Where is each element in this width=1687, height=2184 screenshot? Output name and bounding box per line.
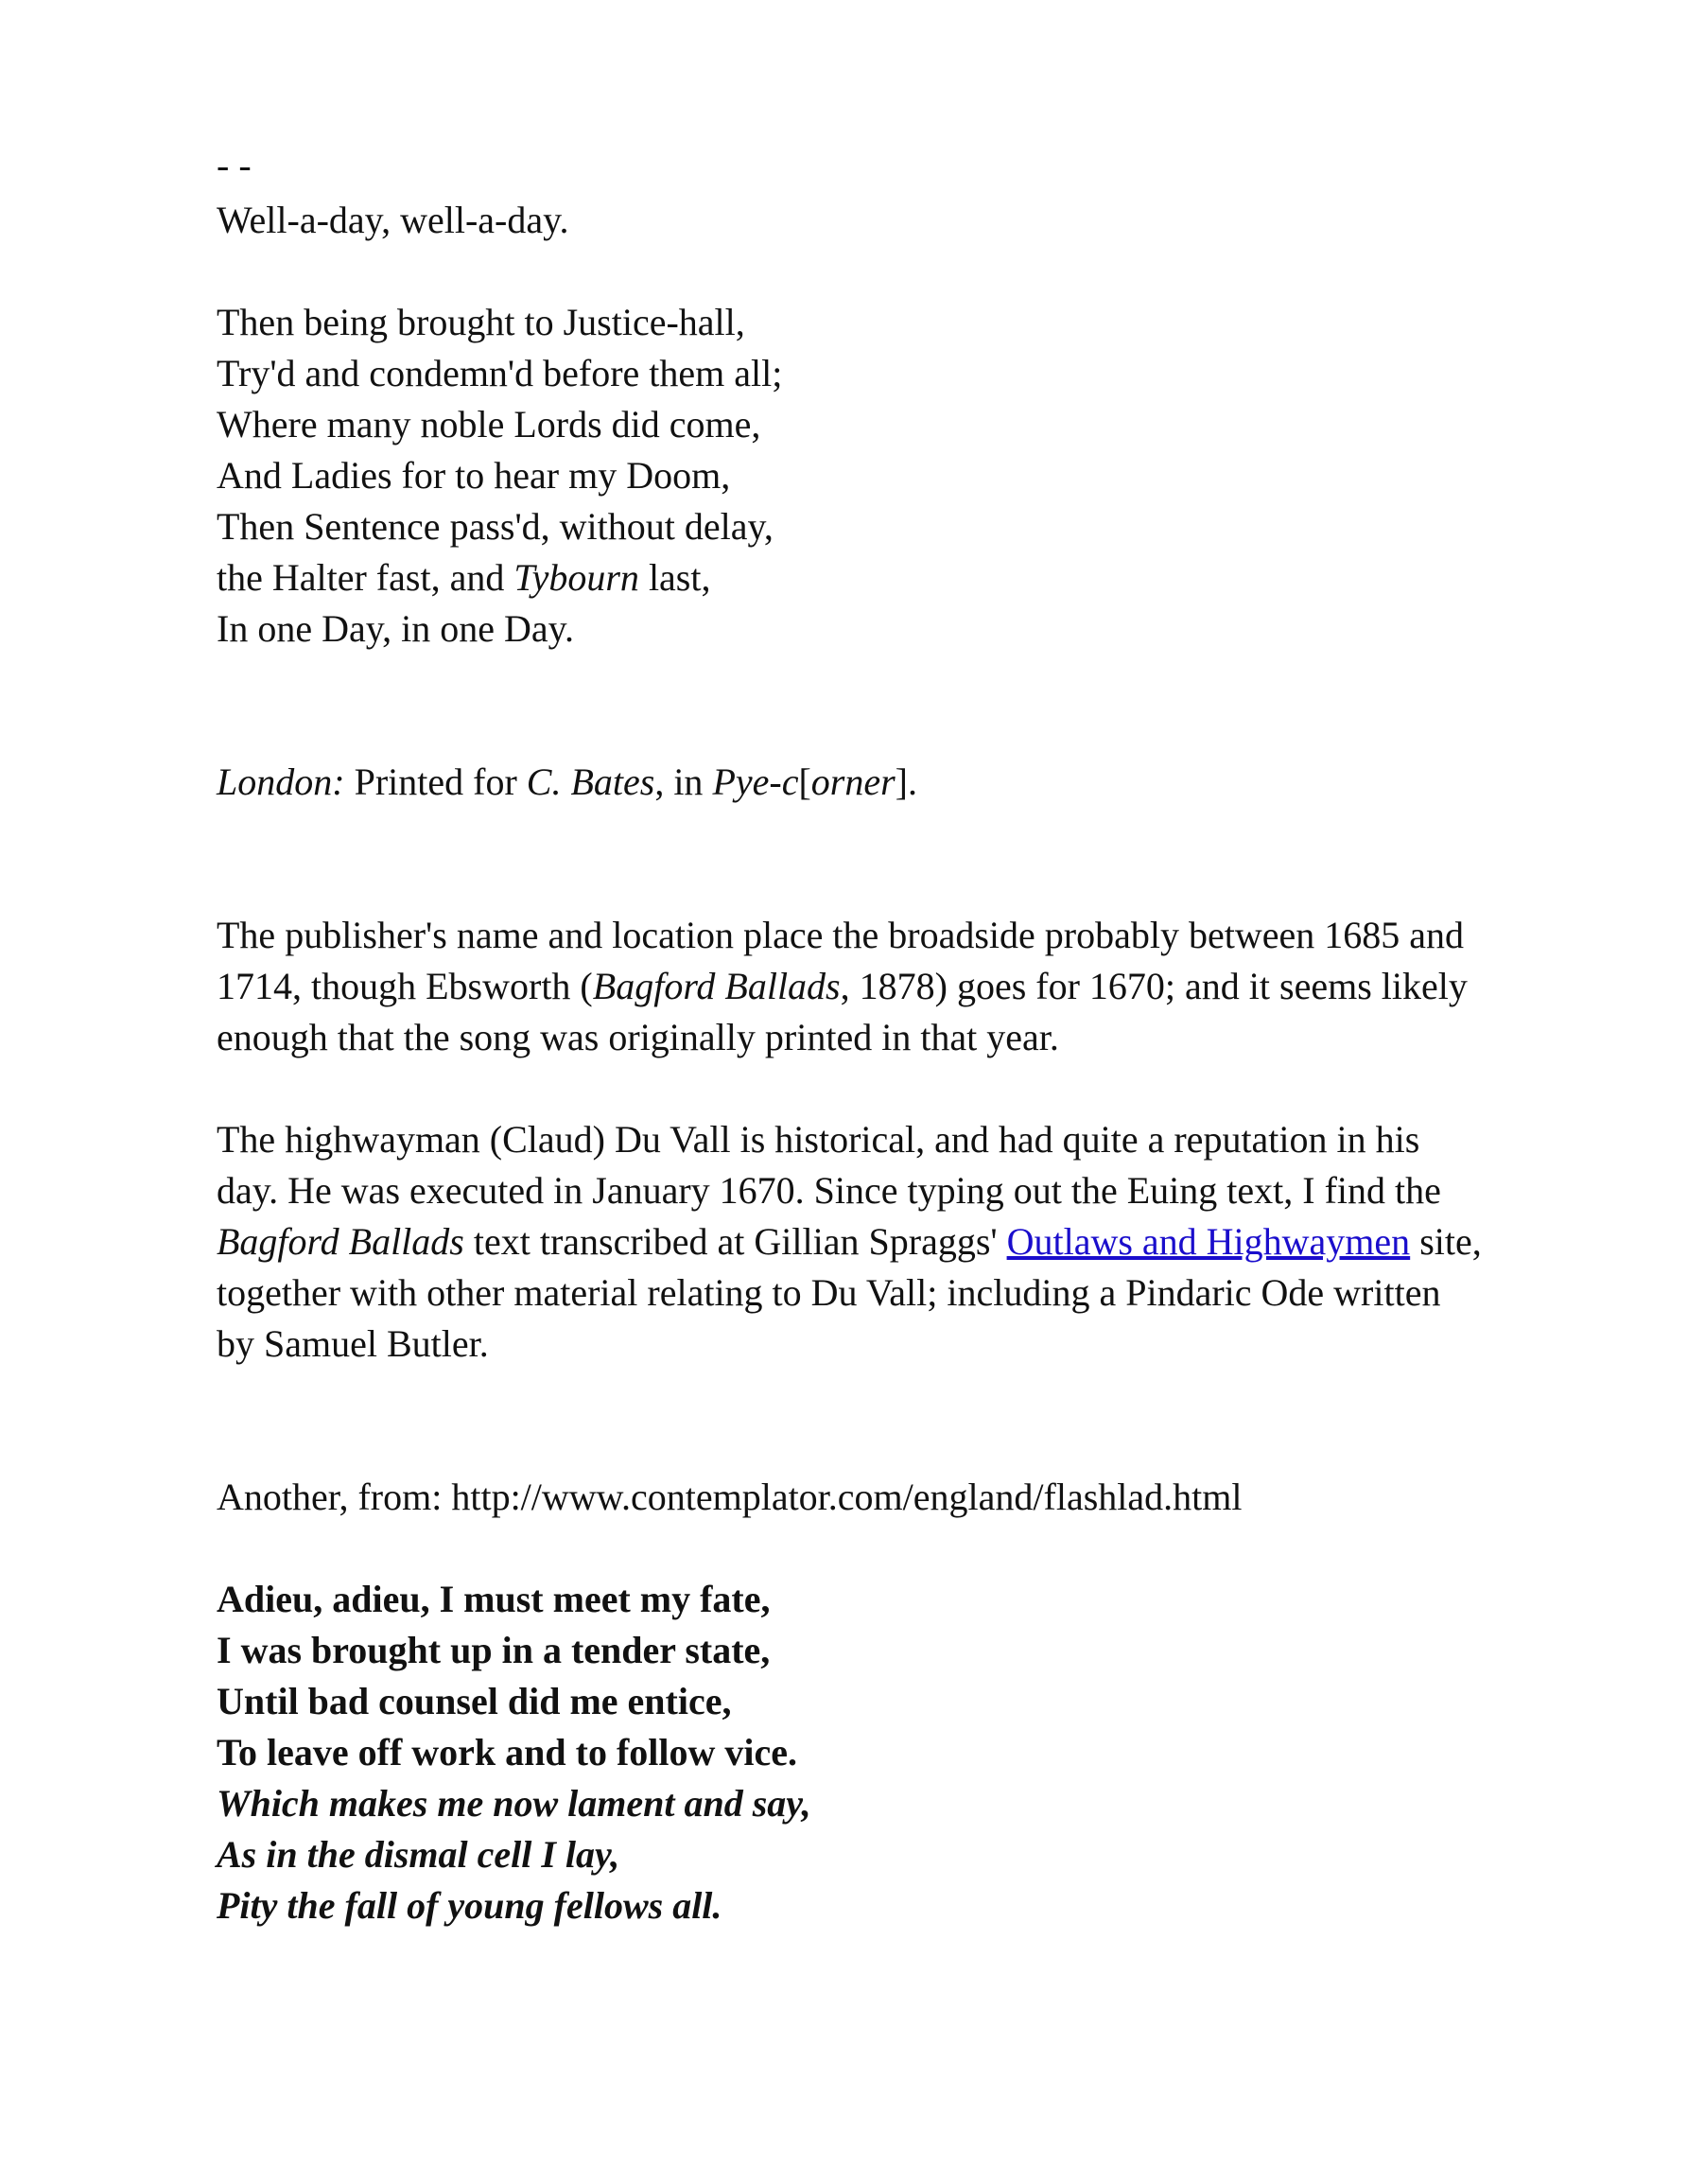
verse-line: To leave off work and to follow vice. [217, 1731, 798, 1773]
verse-line: Then Sentence pass'd, without delay, [217, 505, 774, 548]
verse-line: the Halter fast, and Tybourn last, [217, 556, 711, 599]
verse-line: Adieu, adieu, I must meet my fate, [217, 1578, 771, 1620]
verse-line: I was brought up in a tender state, [217, 1629, 771, 1671]
document-body [217, 144, 1484, 1927]
verse-line: In one Day, in one Day. [217, 607, 575, 650]
another-source: Another, from: http://www.contemplator.com/england/flashlad.html [217, 1476, 1243, 1518]
outlaws-highwaymen-link[interactable]: Outlaws and Highwaymen [1006, 1220, 1411, 1263]
verse-line: Try'd and condemn'd before them all; [217, 352, 783, 394]
verse-line: Then being brought to Justice-hall, [217, 301, 745, 343]
stanza1-last-line: Well-a-day, well-a-day. [217, 199, 569, 241]
tybourn-italic: Tybourn [513, 556, 639, 599]
chorus-line: Pity the fall of young fellows all. [217, 1884, 722, 1927]
chorus-line: As in the dismal cell I lay, [217, 1833, 620, 1876]
editorial-note-dating: The publisher's name and location place the broadside probably between 1685 and 1714, though Ebsworth (Bagford Ballads, 1878) goes for 1670; and it seems likely enough that the song was originally printed in that year. [217, 914, 1468, 1058]
verse-line: Where many noble Lords did come, [217, 403, 761, 446]
chorus-line: Which makes me now lament and say, [217, 1782, 811, 1825]
cut-off-text: - - [217, 144, 252, 186]
cut-off-line-fragment [217, 144, 1484, 195]
stanza-2 [217, 297, 1484, 655]
imprint: London: Printed for C. Bates, in Pye-c[orner]. [217, 760, 917, 803]
flash-lad-stanza [217, 1574, 1484, 1927]
clipped-final-line [217, 1880, 1484, 1927]
verse-line: And Ladies for to hear my Doom, [217, 454, 731, 497]
verse-line: Until bad counsel did me entice, [217, 1680, 732, 1722]
editorial-note-duvall: The highwayman (Claud) Du Vall is historical, and had quite a reputation in his day. He was executed in January 1670. Since typing out the Euing text, I find the Bagford Ballads text transcribed at Gillian Spraggs' Outlaws and Highwaymen site, together with other material relating to Du Vall; including a Pindaric Ode written by Samuel Butler. [217, 1118, 1482, 1365]
